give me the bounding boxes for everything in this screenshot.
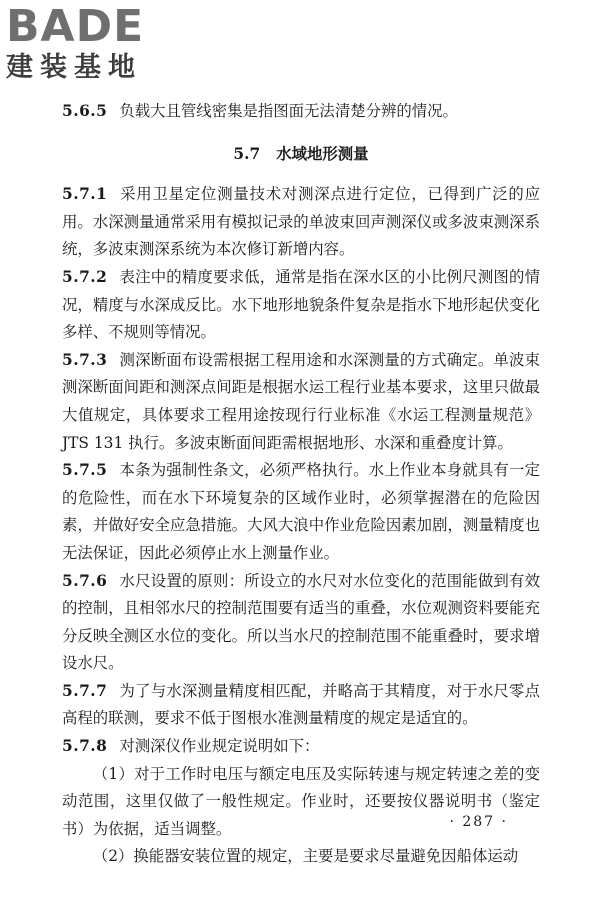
page-number: · 287 · [449,814,508,830]
logo-wordmark: BADE [6,1,145,52]
clause-5-7-1 [62,181,540,264]
clause-number: 5.7.6 [62,571,108,590]
clause-number: 5.7.5 [62,461,108,480]
clause-text: 为了与水深测量精度相匹配，并略高于其精度，对于水尺零点高程的联测，要求不低于图根水准测量精度的规定是适宜的。 [62,681,540,728]
sub-item-1: （1）对于工作时电压与额定电压及实际转速与规定转速之差的变动范围，这里仅做了一般性规定。作业时，还要按仪器说明书（鉴定书）为依据，适当调整。 [62,764,540,838]
clause-5-6-5 [62,98,540,126]
bade-logo [6,1,176,88]
clause-text: 负载大且管线密集是指图面无法清楚分辨的情况。 [119,102,458,120]
clause-number: 5.7.2 [62,267,108,286]
clause-text: 水尺设置的原则：所设立的水尺对水位变化的范围能做到有效的控制，且相邻水尺的控制范围要有适当的重叠，水位观测资料要能充分反映全测区水位的变化。所以当水尺的控制范围不能重叠时，要求增设水尺。 [62,571,540,673]
section-heading [62,141,540,169]
clause-5-7-3 [62,347,540,457]
clause-number: 5.7.1 [62,185,108,204]
clause-text: 本条为强制性条文，必须严格执行。水上作业本身就具有一定的危险性，而在水下环境复杂的区域作业时，必须掌握潜在的危险因素，并做好安全应急措施。大风大浪中作业危险因素加剧，测量精度也无法保证，因此必须停止水上测量作业。 [62,461,540,562]
clause-text: 采用卫星定位测量技术对测深点进行定位，已得到广泛的应用。水深测量通常采用有模拟记录的单波束回声测深仪或多波束测深系统，多波束测深系统为本次修订新增内容。 [62,185,540,259]
section-title: 水域地形测量 [276,144,369,163]
clause-number: 5.7.3 [62,350,108,369]
sub-item-2: （2）换能器安装位置的规定，主要是要求尽量避免因船体运动 [92,847,519,866]
page-body [62,98,540,871]
logo-tagline: 建装基地 [6,52,142,83]
clause-number: 5.7.7 [62,681,108,700]
clause-text: 表注中的精度要求低，通常是指在深水区的小比例尺测图的情况，精度与水深成反比。水下地形地貌条件复杂是指水下地形起伏变化多样、不规则等情况。 [62,267,540,342]
section-number: 5.7 [233,144,261,163]
clause-5-7-7 [62,678,540,733]
clause-number: 5.6.5 [62,102,108,120]
clause-5-7-6 [62,568,540,678]
clause-5-7-5 [62,457,540,567]
clause-text: 测深断面布设需根据工程用途和水深测量的方式确定。单波束测深断面间距和测深点间距是根据水运工程行业基本要求，这里只做最大值规定，具体要求工程用途按现行行业标准《水运工程测量规范》JTS 131 执行。多波束断面间距需根据地形、水深和重叠度计算。 [62,350,540,452]
clause-number: 5.7.8 [62,737,108,756]
clause-text: 对测深仪作业规定说明如下： [119,737,320,756]
clause-5-7-8 [62,733,540,761]
clause-5-7-2 [62,264,540,347]
